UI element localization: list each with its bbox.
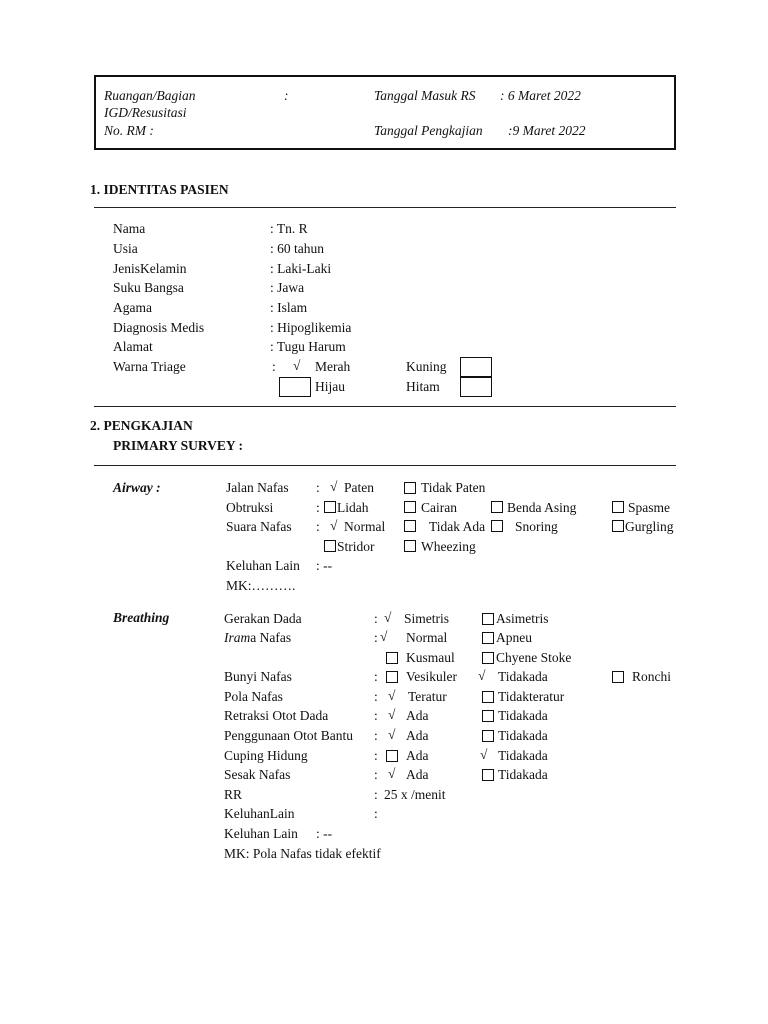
tidak-paten-label: Tidak Paten: [421, 480, 486, 495]
breathing-heading: Breathing: [113, 610, 170, 625]
gerakan-dada-label: Gerakan Dada: [224, 611, 302, 626]
rr-value: 25 x /menit: [384, 787, 446, 802]
cuping-tidakada-check: √: [480, 747, 488, 762]
bunyi-tidakada-check: √: [478, 668, 486, 683]
airway-keluhan-lain-label: Keluhan Lain: [226, 558, 300, 573]
triage-kuning-box[interactable]: [460, 357, 492, 377]
ruangan-label: Ruangan/Bagian: [104, 88, 196, 103]
tidak-ada-label: Tidak Ada: [429, 519, 486, 534]
normal-label: Normal: [344, 519, 386, 534]
triage-hitam-label: Hitam: [406, 379, 440, 394]
sesak-tidakada-label: Tidakada: [498, 767, 548, 782]
jalan-nafas-colon: :: [316, 480, 320, 495]
paten-label: Paten: [344, 480, 374, 495]
chyene-stoke-label: Chyene Stoke: [496, 650, 572, 665]
irama-suffix: a Nafas: [250, 630, 292, 645]
retraksi-ada-label: Ada: [406, 708, 429, 723]
obtruksi-label: Obtruksi: [226, 500, 274, 515]
suara-nafas-label: Suara Nafas: [226, 519, 292, 534]
retraksi-label: Retraksi Otot Dada: [224, 708, 329, 723]
asimetris-label: Asimetris: [496, 611, 549, 626]
irama-colon: :: [374, 630, 378, 645]
ruangan-value: IGD/Resusitasi: [104, 105, 187, 120]
obtruksi-colon: :: [316, 500, 320, 515]
normal-check: √: [330, 518, 338, 533]
section1-divider: [94, 207, 676, 208]
triage-hitam-box[interactable]: [460, 377, 492, 397]
usia-label: Usia: [113, 241, 138, 256]
triage-colon: :: [272, 359, 276, 374]
section2-subtitle: PRIMARY SURVEY :: [113, 438, 244, 453]
irama-normal-label: Normal: [406, 630, 448, 645]
jalan-nafas-label: Jalan Nafas: [226, 480, 289, 495]
jenis-kelamin-label: JenisKelamin: [113, 261, 187, 276]
stridor-checkbox[interactable]: [324, 540, 336, 552]
diagnosis-label: Diagnosis Medis: [113, 320, 205, 335]
sesak-ada-label: Ada: [406, 767, 429, 782]
section2-divider: [94, 465, 676, 466]
airway-mk: MK:……….: [226, 578, 296, 593]
suku-bangsa-value: : Jawa: [270, 280, 305, 295]
triage-kuning-label: Kuning: [406, 359, 447, 374]
retraksi-ada-check: √: [388, 707, 396, 722]
nama-label: Nama: [113, 221, 146, 236]
retraksi-tidakada-checkbox[interactable]: [482, 710, 494, 722]
stridor-label: Stridor: [337, 539, 375, 554]
airway-heading: Airway :: [113, 480, 161, 495]
cuping-label: Cuping Hidung: [224, 748, 308, 763]
bunyi-tidakada-label: Tidakada: [498, 669, 548, 684]
section1-bottom-divider: [94, 406, 676, 407]
jenis-kelamin-value: : Laki-Laki: [270, 261, 332, 276]
ruangan-colon: :: [284, 88, 289, 103]
kusmaul-label: Kusmaul: [406, 650, 455, 665]
alamat-value: : Tugu Harum: [270, 339, 346, 354]
breathing-keluhanlain-colon: :: [374, 806, 378, 821]
penggunaan-tidakada-label: Tidakada: [498, 728, 548, 743]
benda-asing-label: Benda Asing: [507, 500, 577, 515]
tanggal-pengkajian-label: Tanggal Pengkajian: [374, 123, 483, 138]
chyene-stoke-checkbox[interactable]: [482, 652, 494, 664]
teratur-check: √: [388, 688, 396, 703]
irama-nafas-label: [224, 630, 291, 646]
tidak-ada-checkbox[interactable]: [404, 520, 416, 532]
pola-nafas-colon: :: [374, 689, 378, 704]
tidak-paten-checkbox[interactable]: [404, 482, 416, 494]
irama-prefix: Iram: [224, 630, 251, 645]
agama-label: Agama: [113, 300, 152, 315]
sesak-ada-check: √: [388, 766, 396, 781]
rr-colon: :: [374, 787, 378, 802]
rr-label: RR: [224, 787, 243, 802]
simetris-label: Simetris: [404, 611, 450, 626]
spasme-checkbox[interactable]: [612, 501, 624, 513]
bunyi-nafas-colon: :: [374, 669, 378, 684]
simetris-check: √: [384, 610, 392, 625]
suara-nafas-colon: :: [316, 519, 320, 534]
tidakteratur-checkbox[interactable]: [482, 691, 494, 703]
cuping-colon: :: [374, 748, 378, 763]
sesak-tidakada-checkbox[interactable]: [482, 769, 494, 781]
breathing-mk: MK: Pola Nafas tidak efektif: [224, 846, 381, 861]
kusmaul-checkbox[interactable]: [386, 652, 398, 664]
snoring-checkbox[interactable]: [491, 520, 503, 532]
cuping-ada-checkbox[interactable]: [386, 750, 398, 762]
benda-asing-checkbox[interactable]: [491, 501, 503, 513]
gurgling-checkbox[interactable]: [612, 520, 624, 532]
cuping-tidakada-label: Tidakada: [498, 748, 548, 763]
breathing-keluhanlain-label: KeluhanLain: [224, 806, 295, 821]
wheezing-checkbox[interactable]: [404, 540, 416, 552]
pola-nafas-label: Pola Nafas: [224, 689, 283, 704]
penggunaan-colon: :: [374, 728, 378, 743]
asimetris-checkbox[interactable]: [482, 613, 494, 625]
section1-title: 1. IDENTITAS PASIEN: [90, 182, 229, 197]
triage-hijau-label: Hijau: [315, 379, 345, 394]
tanggal-masuk-label: Tanggal Masuk RS: [374, 88, 476, 103]
diagnosis-value: : Hipoglikemia: [270, 320, 352, 335]
penggunaan-tidakada-checkbox[interactable]: [482, 730, 494, 742]
bunyi-nafas-label: Bunyi Nafas: [224, 669, 292, 684]
irama-normal-check: √: [380, 629, 388, 644]
gerakan-dada-colon: :: [374, 611, 378, 626]
penggunaan-label: Penggunaan Otot Bantu: [224, 728, 353, 743]
triage-label: Warna Triage: [113, 359, 186, 374]
breathing-keluhan-lain2-label: Keluhan Lain: [224, 826, 298, 841]
usia-value: : 60 tahun: [270, 241, 324, 256]
apneu-checkbox[interactable]: [482, 632, 494, 644]
agama-value: : Islam: [270, 300, 308, 315]
alamat-label: Alamat: [113, 339, 153, 354]
tanggal-pengkajian-value: :9 Maret 2022: [508, 123, 586, 138]
paten-check: √: [330, 479, 338, 494]
cairan-label: Cairan: [421, 500, 457, 515]
apneu-label: Apneu: [496, 630, 532, 645]
ronchi-checkbox[interactable]: [612, 671, 624, 683]
lidah-label: Lidah: [337, 500, 369, 515]
no-rm-label: No. RM :: [104, 123, 154, 138]
cuping-ada-label: Ada: [406, 748, 429, 763]
penggunaan-ada-label: Ada: [406, 728, 429, 743]
nama-value: : Tn. R: [270, 221, 308, 236]
triage-hijau-box[interactable]: [279, 377, 311, 397]
snoring-label: Snoring: [515, 519, 558, 534]
suku-bangsa-label: Suku Bangsa: [113, 280, 184, 295]
gurgling-label: Gurgling: [625, 519, 674, 534]
lidah-checkbox[interactable]: [324, 501, 336, 513]
triage-merah-label: Merah: [315, 359, 351, 374]
vesikuler-checkbox[interactable]: [386, 671, 398, 683]
retraksi-colon: :: [374, 708, 378, 723]
penggunaan-ada-check: √: [388, 727, 396, 742]
breathing-keluhan-lain2-value: : --: [316, 826, 333, 841]
teratur-label: Teratur: [408, 689, 447, 704]
retraksi-tidakada-label: Tidakada: [498, 708, 548, 723]
vesikuler-label: Vesikuler: [406, 669, 457, 684]
cairan-checkbox[interactable]: [404, 501, 416, 513]
sesak-colon: :: [374, 767, 378, 782]
wheezing-label: Wheezing: [421, 539, 476, 554]
sesak-label: Sesak Nafas: [224, 767, 291, 782]
spasme-label: Spasme: [628, 500, 670, 515]
section2-title: 2. PENGKAJIAN: [90, 418, 193, 433]
ronchi-label: Ronchi: [632, 669, 671, 684]
tanggal-masuk-value: : 6 Maret 2022: [500, 88, 581, 103]
triage-merah-check: √: [293, 358, 301, 373]
airway-keluhan-lain-value: : --: [316, 558, 333, 573]
tidakteratur-label: Tidakteratur: [498, 689, 565, 704]
